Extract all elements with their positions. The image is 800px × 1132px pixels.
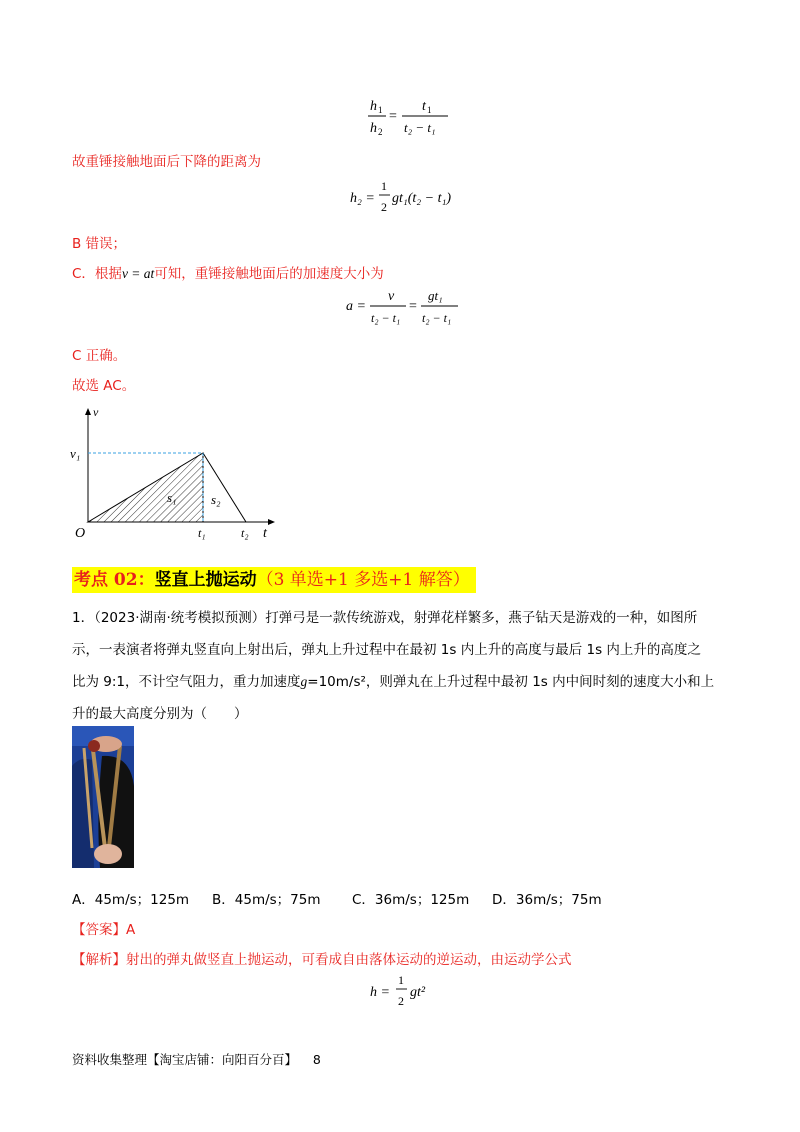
text-c-formula: v = at (121, 266, 155, 281)
formula2-den: 2 (381, 200, 387, 214)
text-choose: 故选 AC。 (72, 378, 136, 394)
label-t1: t₁ (198, 526, 206, 540)
analysis-tag: 【解析】 (72, 952, 126, 968)
vt-graph (70, 400, 290, 545)
formula2-rhs: gt₁(t₂ − t₁) (392, 191, 452, 206)
frac-den-h: h (370, 121, 377, 136)
answer: 【答案】A (72, 922, 136, 938)
label-t: t (263, 526, 267, 541)
frac-num-h-sub: 1 (378, 105, 383, 115)
slingshot-photo (72, 726, 134, 868)
question-line-3a: 比为 9:1，不计空气阻力，重力加速度 (72, 674, 301, 690)
svg-text:=: = (389, 109, 397, 124)
option-a[interactable]: A．45m/s；125m (72, 892, 190, 908)
heading-title: 竖直上抛运动 (154, 570, 257, 590)
text-c-correct: C 正确。 (72, 348, 127, 364)
formula-h-gt2 (370, 972, 440, 1012)
label-origin: O (75, 526, 86, 541)
formula3-eq: = (409, 299, 417, 314)
option-d[interactable]: D．36m/s；75m (492, 892, 602, 908)
heading-counts: （3 单选+1 多选+1 解答） (256, 570, 470, 590)
frac-den-t: t₂ − t₁ (404, 120, 436, 135)
analysis-text: 射出的弹丸做竖直上抛运动，可看成自由落体运动的逆运动，由运动学公式 (126, 952, 572, 968)
formula3-lhs: a = (346, 299, 366, 314)
area-s1 (88, 453, 203, 522)
label-s1: s₁ (167, 490, 177, 505)
label-v: v (93, 405, 99, 419)
question-line-1: 1．（2023·湖南·统考模拟预测）打弹弓是一款传统游戏，射弹花样繁多，燕子钻天是游戏的一种，如图所 (72, 610, 698, 626)
option-c[interactable]: C．36m/s；125m (352, 892, 470, 908)
question-line-3 (72, 670, 714, 690)
question-g: g (300, 674, 308, 689)
question-line-3b: =10m/s²，则弹丸在上升过程中最初 1s 内中间时刻的速度大小和上 (307, 674, 715, 690)
text-distance: 故重锤接触地面后下降的距离为 (72, 154, 261, 170)
formula-acceleration (346, 284, 466, 332)
frac-num-h: h (370, 99, 377, 114)
label-s2: s₂ (211, 492, 221, 507)
descending-line (203, 453, 246, 522)
frac-num-t: t (422, 99, 426, 114)
text-c-line (72, 262, 384, 282)
question-line-4: 升的最大高度分别为（ ） (72, 706, 248, 722)
formula3-f1-num: v (388, 289, 395, 304)
formula4-den: 2 (398, 994, 404, 1008)
formula4-num: 1 (398, 973, 404, 987)
analysis-line (72, 948, 572, 968)
formula2-num: 1 (381, 179, 387, 193)
heading-label: 考点 02： (74, 570, 155, 590)
formula3-f1-den: t₂ − t₁ (371, 311, 401, 325)
formula-height-ratio (360, 94, 450, 142)
label-v1: v₁ (70, 446, 81, 461)
label-t2: t₂ (241, 526, 249, 540)
question-line-2: 示，一表演者将弹丸竖直向上射出后，弹丸上升过程中在最初 1s 内上升的高度与最后 1s 内上升的高度之 (72, 642, 701, 658)
text-c-prefix: C．根据 (72, 266, 122, 282)
frac-den-h-sub: 2 (378, 127, 383, 137)
section-heading (72, 567, 476, 593)
formula3-f2-den: t₂ − t₁ (422, 311, 452, 325)
footer-text: 资料收集整理【淘宝店铺：向阳百分百】 (72, 1052, 298, 1067)
formula4-rhs: gt² (410, 985, 426, 1000)
formula-h2 (350, 178, 460, 218)
option-b[interactable]: B．45m/s；75m (212, 892, 321, 908)
frac-num-t-sub: 1 (427, 105, 432, 115)
formula2-lhs: h₂ = (350, 191, 375, 206)
text-c-suffix: 可知，重锤接触地面后的加速度大小为 (154, 266, 384, 282)
formula3-f2-num: gt₁ (428, 288, 443, 303)
formula4-lhs: h = (370, 985, 390, 1000)
footer (72, 1050, 321, 1068)
text-b-wrong: B 错误； (72, 236, 127, 252)
page-number: 8 (312, 1052, 321, 1067)
